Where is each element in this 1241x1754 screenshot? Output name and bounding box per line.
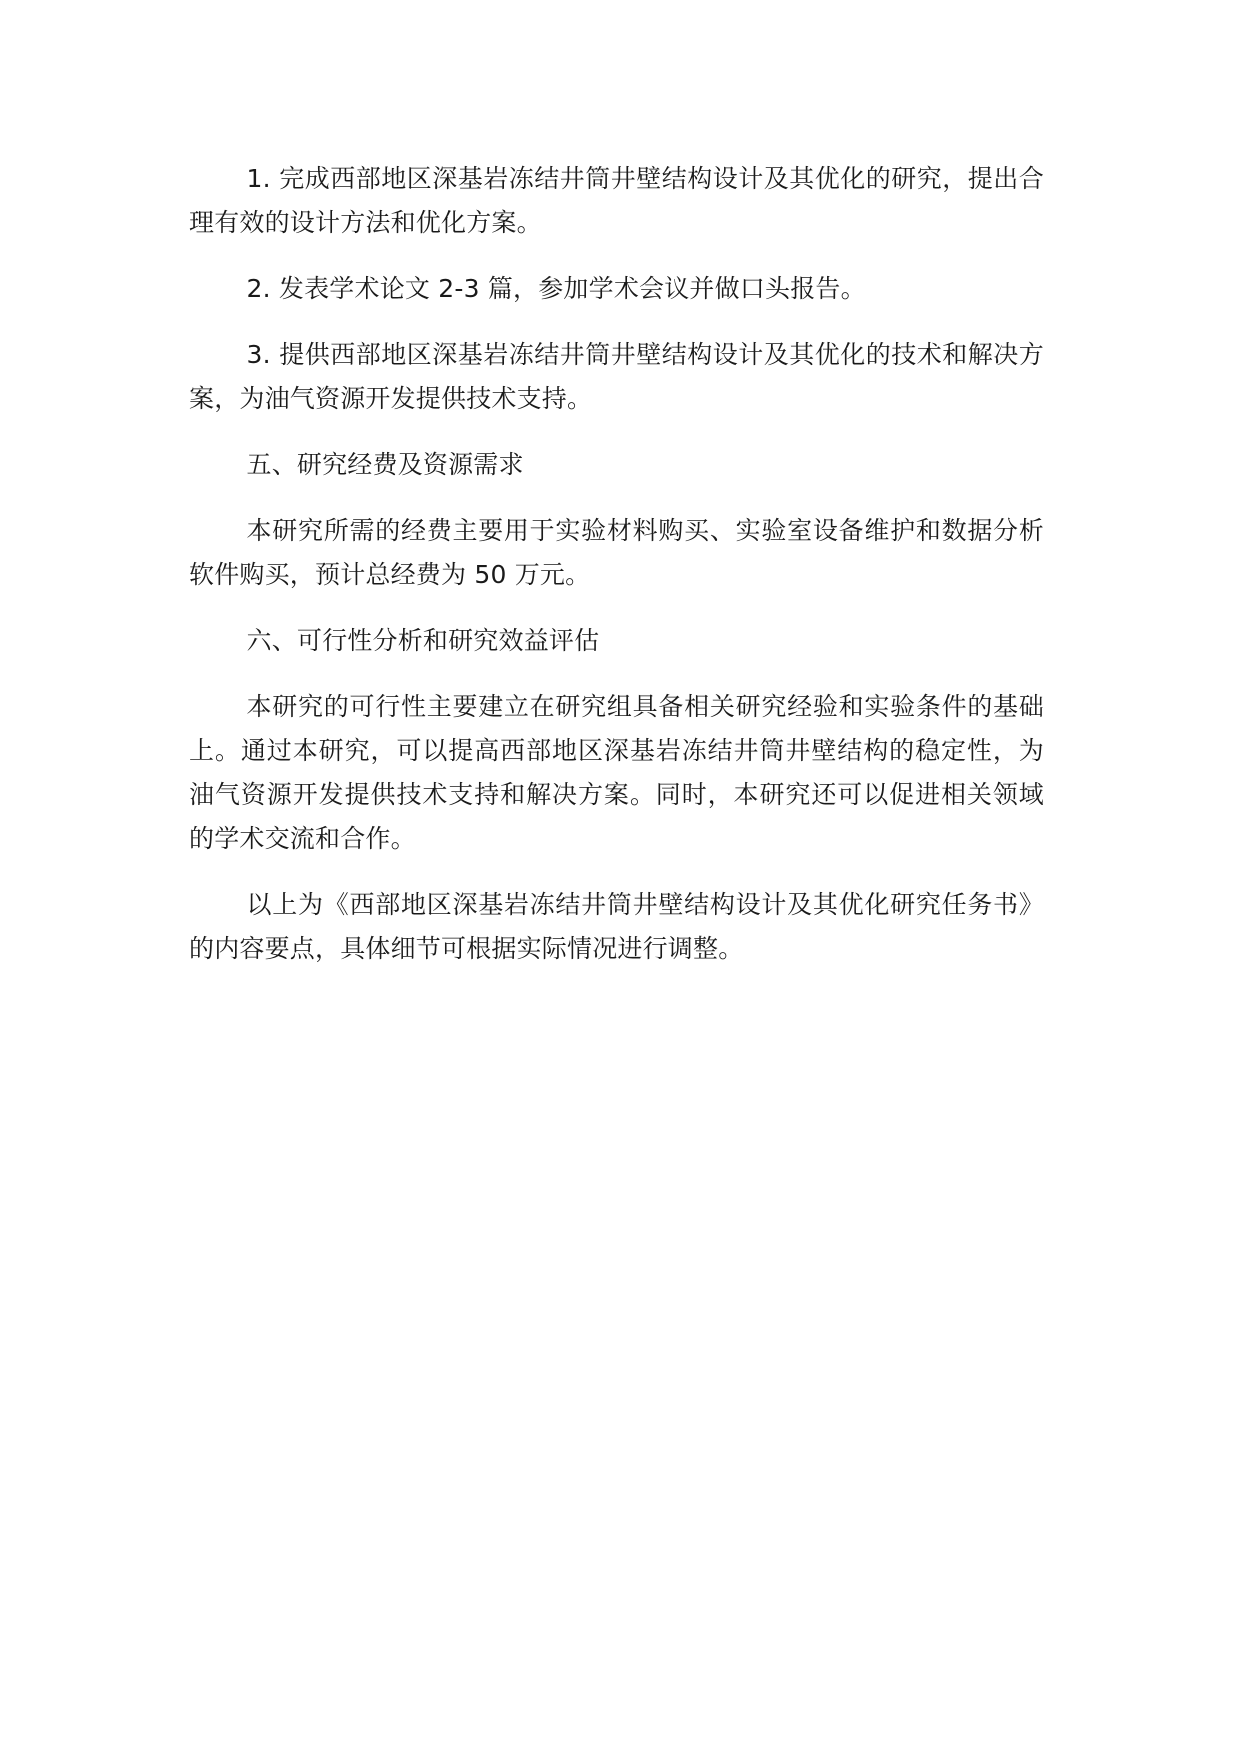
list-item-2: 2. 发表学术论文 2-3 篇，参加学术会议并做口头报告。 (246, 274, 866, 303)
list-item-1: 1. 完成西部地区深基岩冻结井筒井壁结构设计及其优化的研究，提出合理有效的设计方法和优化方案。 (189, 164, 1044, 237)
document-body (189, 157, 1044, 993)
list-item-3: 3. 提供西部地区深基岩冻结井筒井壁结构设计及其优化的技术和解决方案，为油气资源开发提供技术支持。 (189, 340, 1044, 413)
section-heading-feasibility: 六、可行性分析和研究效益评估 (246, 626, 600, 655)
closing-paragraph: 以上为《西部地区深基岩冻结井筒井壁结构设计及其优化研究任务书》的内容要点，具体细节可根据实际情况进行调整。 (189, 890, 1044, 963)
funding-paragraph: 本研究所需的经费主要用于实验材料购买、实验室设备维护和数据分析软件购买，预计总经费为 50 万元。 (189, 516, 1044, 589)
section-heading-funding: 五、研究经费及资源需求 (246, 450, 524, 479)
feasibility-paragraph: 本研究的可行性主要建立在研究组具备相关研究经验和实验条件的基础上。通过本研究，可以提高西部地区深基岩冻结井筒井壁结构的稳定性，为油气资源开发提供技术支持和解决方案。同时，本研究还可以促进相关领域的学术交流和合作。 (189, 692, 1044, 853)
